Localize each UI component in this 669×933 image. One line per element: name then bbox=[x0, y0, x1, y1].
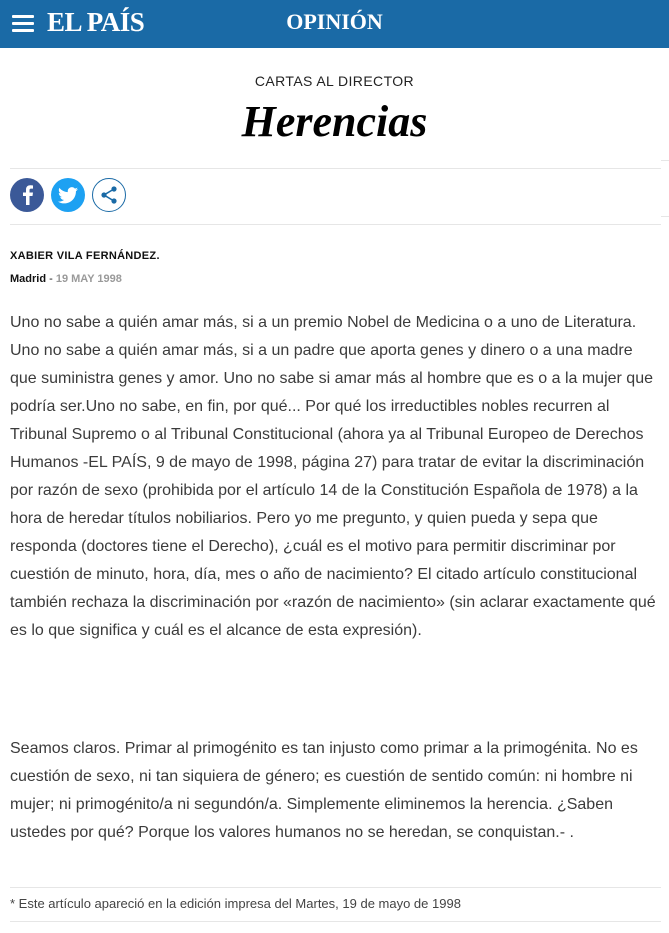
divider bbox=[661, 216, 669, 217]
divider bbox=[10, 887, 661, 888]
divider bbox=[10, 168, 661, 169]
share-buttons bbox=[10, 178, 126, 212]
twitter-icon bbox=[58, 187, 78, 204]
section-title[interactable]: OPINIÓN bbox=[286, 9, 383, 34]
share-button[interactable] bbox=[92, 178, 126, 212]
byline-separator: - bbox=[46, 273, 56, 285]
site-logo[interactable]: EL PAÍS bbox=[47, 7, 145, 37]
twitter-share-button[interactable] bbox=[51, 178, 85, 212]
divider bbox=[10, 224, 661, 225]
share-icon bbox=[99, 185, 119, 205]
city-label: Madrid bbox=[10, 273, 47, 285]
top-bar bbox=[0, 0, 669, 48]
byline bbox=[10, 273, 122, 285]
article-title: Herencias bbox=[241, 97, 428, 146]
article-paragraph: Uno no sabe a quién amar más, si a un premio Nobel de Medicina o a uno de Literatura. Uno no sabe a quién amar más, si a un padre que aporta genes y dinero o a una madre que suministra genes y amor. Uno no sabe si amar más al hombre que es o a la mujer que podría ser.Uno no sabe, en fin, por qué... Por qué los irreductibles nobles recurren al Tribunal Supremo o al Tribunal Constitucional (ahora ya al Tribunal Europeo de Derechos Humanos -EL PAÍS, 9 de mayo de 1998, página 27) para tratar de evitar la discriminación por razón de sexo (prohibida por el artículo 14 de la Constitución Española de 1978) a la hora de heredar títulos nobiliarios. Pero yo me pregunto, y quien pueda y sepa que responda (doctores tiene el Derecho), ¿cuál es el motivo para permitir discriminar por cuestión de minuto, hora, día, mes o año de nacimiento? El citado artículo constitucional también rechaza la discriminación por «razón de nacimiento» (sin aclarar exactamente qué es lo que significa y cuál es el alcance de esta expresión). bbox=[10, 314, 656, 639]
facebook-icon bbox=[19, 185, 35, 205]
article-paragraph: Seamos claros. Primar al primogénito es tan injusto como primar a la primogénita. No es cuestión de sexo, ni tan siquiera de género; es cuestión de sentido común: ni hombre ni mujer; ni primogénito/a ni segundón/a. Simplemente eliminemos la herencia. ¿Saben ustedes por qué? Porque los valores humanos no se heredan, se conquistan.- . bbox=[10, 740, 638, 841]
divider bbox=[661, 160, 669, 161]
print-edition-note: * Este artículo apareció en la edición impresa del Martes, 19 de mayo de 1998 bbox=[10, 896, 461, 911]
publication-date: 19 MAY 1998 bbox=[55, 273, 122, 285]
author-name[interactable]: XABIER VILA FERNÁNDEZ. bbox=[10, 250, 160, 262]
divider bbox=[10, 921, 661, 922]
facebook-share-button[interactable] bbox=[10, 178, 44, 212]
article-kicker[interactable]: CARTAS AL DIRECTOR bbox=[254, 73, 415, 89]
